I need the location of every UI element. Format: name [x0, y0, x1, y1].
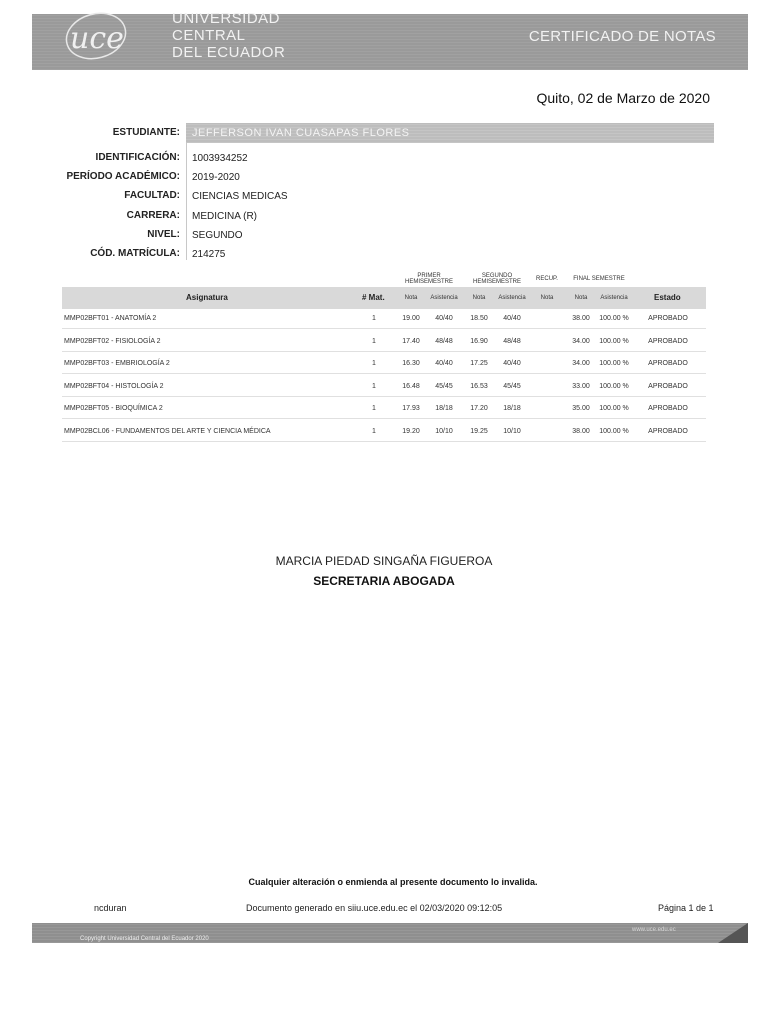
level-value: SEGUNDO	[192, 230, 243, 241]
grade-1-cell: 16.30	[402, 360, 420, 367]
validity-warning: Cualquier alteración o enmienda al presente documento lo invalida.	[248, 877, 538, 887]
grade-1-cell: 16.48	[402, 382, 420, 390]
career-value: MEDICINA (R)	[192, 211, 257, 222]
grade-1-cell: 19.00	[402, 315, 420, 322]
enrollment-count-header: # Mat.	[362, 293, 385, 302]
copyright: Copyright Universidad Central del Ecuador 2020	[80, 936, 209, 942]
footer-corner-mark	[718, 923, 748, 943]
grade-2-cell: 16.90	[470, 337, 488, 345]
second-half-header: SEGUNDO HEMISEMESTRE	[472, 273, 521, 285]
footer-watermark: www.uce.edu.ec	[632, 927, 676, 933]
attendance-1-cell: 40/40	[435, 315, 453, 322]
status-cell: APROBADO	[648, 360, 688, 367]
grade-1-cell: 19.20	[402, 427, 420, 435]
row-divider	[62, 328, 706, 329]
row-divider	[62, 351, 706, 352]
university-line-2: CENTRAL	[172, 27, 246, 44]
attendance-2-cell: 45/45	[503, 382, 521, 390]
signatory-title: SECRETARIA ABOGADA	[313, 574, 455, 588]
subject-cell: MMP02BFT02 - FISIOLOGÍA 2	[64, 337, 161, 345]
attendance-2-cell: 18/18	[503, 405, 521, 412]
period-value: 2019-2020	[192, 172, 240, 183]
final-grade-cell: 34.00	[572, 360, 590, 367]
grade-2-cell: 17.25	[470, 360, 488, 367]
subject-cell: MMP02BFT05 - BIOQUÍMICA 2	[64, 405, 163, 412]
attendance-2-cell: 40/40	[503, 315, 521, 322]
career-label: CARRERA:	[126, 210, 180, 221]
final-semester-header: FINAL SEMESTRE	[573, 276, 625, 282]
attendance-2-cell: 40/40	[503, 360, 521, 367]
enrollment-count-cell: 1	[372, 405, 376, 412]
logo-text: uce	[70, 21, 124, 56]
subject-column-header: Asignatura	[186, 293, 228, 302]
attendance-1-cell: 18/18	[435, 405, 453, 412]
grade-1-header: Nota	[404, 295, 418, 301]
status-cell: APROBADO	[648, 337, 688, 345]
id-label: IDENTIFICACIÓN:	[95, 152, 180, 163]
final-grade-cell: 35.00	[572, 405, 590, 412]
enrollment-count-cell: 1	[372, 315, 376, 322]
generation-info: Documento generado en siiu.uce.edu.ec el 02/03/2020 09:12:05	[246, 903, 503, 913]
subject-cell: MMP02BCL06 - FUNDAMENTOS DEL ARTE Y CIENCIA MÉDICA	[64, 427, 271, 435]
recup-grade-header: Nota	[540, 295, 554, 301]
grade-1-cell: 17.40	[402, 337, 420, 345]
row-divider	[62, 373, 706, 374]
attendance-1-cell: 48/48	[435, 337, 453, 345]
final-grade-cell: 34.00	[572, 337, 590, 345]
subject-cell: MMP02BFT03 - EMBRIOLOGÍA 2	[64, 360, 170, 367]
attendance-2-cell: 48/48	[503, 337, 521, 345]
university-name	[172, 10, 285, 61]
grade-2-cell: 18.50	[470, 315, 488, 322]
enrollment-count-cell: 1	[372, 360, 376, 367]
attendance-1-cell: 45/45	[435, 382, 453, 390]
page-number: Página 1 de 1	[658, 903, 714, 913]
document-title: CERTIFICADO DE NOTAS	[528, 28, 716, 45]
generated-by-user: ncduran	[94, 903, 127, 913]
status-cell: APROBADO	[648, 405, 688, 412]
id-value: 1003934252	[192, 153, 248, 164]
row-divider	[62, 441, 706, 442]
level-label: NIVEL:	[147, 229, 180, 240]
enrollment-count-cell: 1	[372, 427, 376, 435]
grade-2-cell: 16.53	[470, 382, 488, 390]
issue-date: Quito, 02 de Marzo de 2020	[536, 90, 710, 106]
final-attendance-cell: 100.00 %	[599, 315, 629, 322]
row-divider	[62, 418, 706, 419]
faculty-label: FACULTAD:	[124, 190, 180, 201]
final-attendance-cell: 100.00 %	[599, 405, 629, 412]
subject-cell: MMP02BFT04 - HISTOLOGÍA 2	[64, 382, 164, 390]
grade-2-cell: 17.20	[470, 405, 488, 412]
grade-2-cell: 19.25	[470, 427, 488, 435]
final-attendance-header: Asistencia	[600, 295, 628, 301]
grade-1-cell: 17.93	[402, 405, 420, 412]
status-cell: APROBADO	[648, 382, 688, 390]
info-separator	[186, 143, 187, 260]
attendance-1-cell: 10/10	[435, 427, 453, 435]
final-attendance-cell: 100.00 %	[599, 427, 629, 435]
enrollment-code-value: 214275	[192, 249, 226, 260]
enrollment-count-cell: 1	[372, 382, 376, 390]
status-cell: APROBADO	[648, 315, 688, 322]
final-grade-cell: 33.00	[572, 382, 590, 390]
attendance-1-cell: 40/40	[435, 360, 453, 367]
final-attendance-cell: 100.00 %	[599, 337, 629, 345]
enrollment-count-cell: 1	[372, 337, 376, 345]
university-line-1: UNIVERSIDAD	[172, 10, 281, 27]
final-grade-cell: 38.00	[572, 427, 590, 435]
final-grade-cell: 38.00	[572, 315, 590, 322]
recup-header: RECUP.	[536, 276, 558, 282]
attendance-2-header: Asistencia	[498, 295, 526, 301]
period-label: PERÍODO ACADÉMICO:	[66, 171, 180, 182]
student-label: ESTUDIANTE:	[112, 127, 180, 138]
enrollment-code-label: CÓD. MATRÍCULA:	[90, 248, 180, 259]
grade-2-header: Nota	[472, 295, 486, 301]
status-column-header: Estado	[654, 293, 681, 302]
attendance-2-cell: 10/10	[503, 427, 521, 435]
final-attendance-cell: 100.00 %	[599, 382, 629, 390]
row-divider	[62, 396, 706, 397]
final-grade-header: Nota	[574, 295, 588, 301]
first-half-header: PRIMER HEMISEMESTRE	[404, 273, 453, 285]
student-name: JEFFERSON IVAN CUASAPAS FLORES	[192, 127, 410, 139]
final-attendance-cell: 100.00 %	[599, 360, 629, 367]
signatory-name: MARCIA PIEDAD SINGAÑA FIGUEROA	[275, 554, 493, 568]
status-cell: APROBADO	[648, 427, 688, 435]
university-line-3: DEL ECUADOR	[172, 44, 286, 61]
university-logo	[52, 8, 132, 64]
subject-cell: MMP02BFT01 - ANATOMÍA 2	[64, 315, 157, 322]
attendance-1-header: Asistencia	[430, 295, 458, 301]
faculty-value: CIENCIAS MEDICAS	[192, 191, 288, 202]
